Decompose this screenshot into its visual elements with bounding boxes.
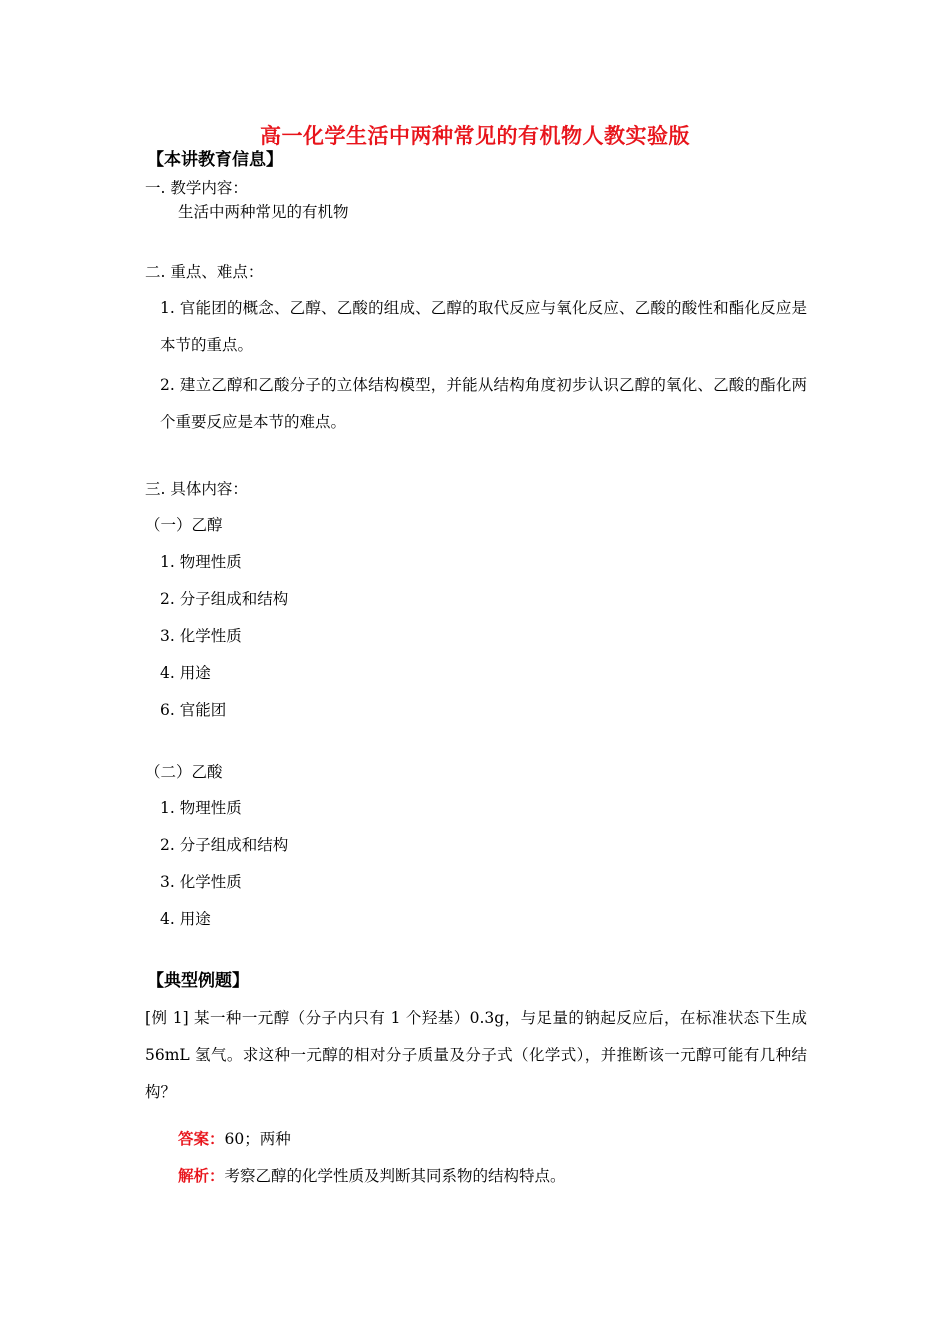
list-item: 1. 物理性质	[160, 553, 242, 571]
list-item: 3. 化学性质	[160, 873, 242, 891]
analysis-label: 解析：	[178, 1166, 225, 1185]
section-1-content: 生活中两种常见的有机物	[178, 203, 349, 221]
key-point-1-text: 1. 官能团的概念、乙醇、乙酸的组成、乙醇的取代反应与氧化反应、乙酸的酸性和酯化反应是本节的重点。	[160, 299, 807, 354]
answer-text: 60；两种	[224, 1130, 291, 1148]
example-1-analysis	[178, 1166, 566, 1186]
section-3-heading: 三. 具体内容：	[145, 480, 248, 498]
part-2-heading: （二）乙酸	[145, 763, 223, 781]
key-point-1	[145, 290, 807, 364]
section-2-heading: 二. 重点、难点：	[145, 263, 264, 281]
info-heading: 【本讲教育信息】	[147, 150, 283, 170]
list-item: 2. 分子组成和结构	[160, 590, 289, 608]
list-item: 6. 官能团	[160, 701, 227, 719]
list-item: 2. 分子组成和结构	[160, 836, 289, 854]
key-point-2	[145, 367, 807, 441]
list-item: 3. 化学性质	[160, 627, 242, 645]
example-1-answer	[178, 1129, 291, 1149]
example-1-question: [例 1] 某一种一元醇（分子内只有 1 个羟基）0.3g，与足量的钠起反应后，在标准状态下生成 56mL 氢气。求这种一元醇的相对分子质量及分子式（化学式），并推断该一元醇可能有几种结构？	[145, 1009, 807, 1101]
list-item: 4. 用途	[160, 910, 211, 928]
list-item: 1. 物理性质	[160, 799, 242, 817]
section-1-heading: 一. 教学内容：	[145, 179, 248, 197]
list-item: 4. 用途	[160, 664, 211, 682]
examples-heading: 【典型例题】	[147, 971, 249, 991]
analysis-text: 考察乙醇的化学性质及判断其同系物的结构特点。	[224, 1167, 566, 1185]
document-title: 高一化学生活中两种常见的有机物人教实验版	[260, 123, 690, 148]
answer-label: 答案：	[178, 1129, 225, 1148]
part-1-heading: （一）乙醇	[145, 516, 223, 534]
key-point-2-text: 2. 建立乙醇和乙酸分子的立体结构模型，并能从结构角度初步认识乙醇的氧化、乙酸的酯化两个重要反应是本节的难点。	[160, 376, 807, 431]
